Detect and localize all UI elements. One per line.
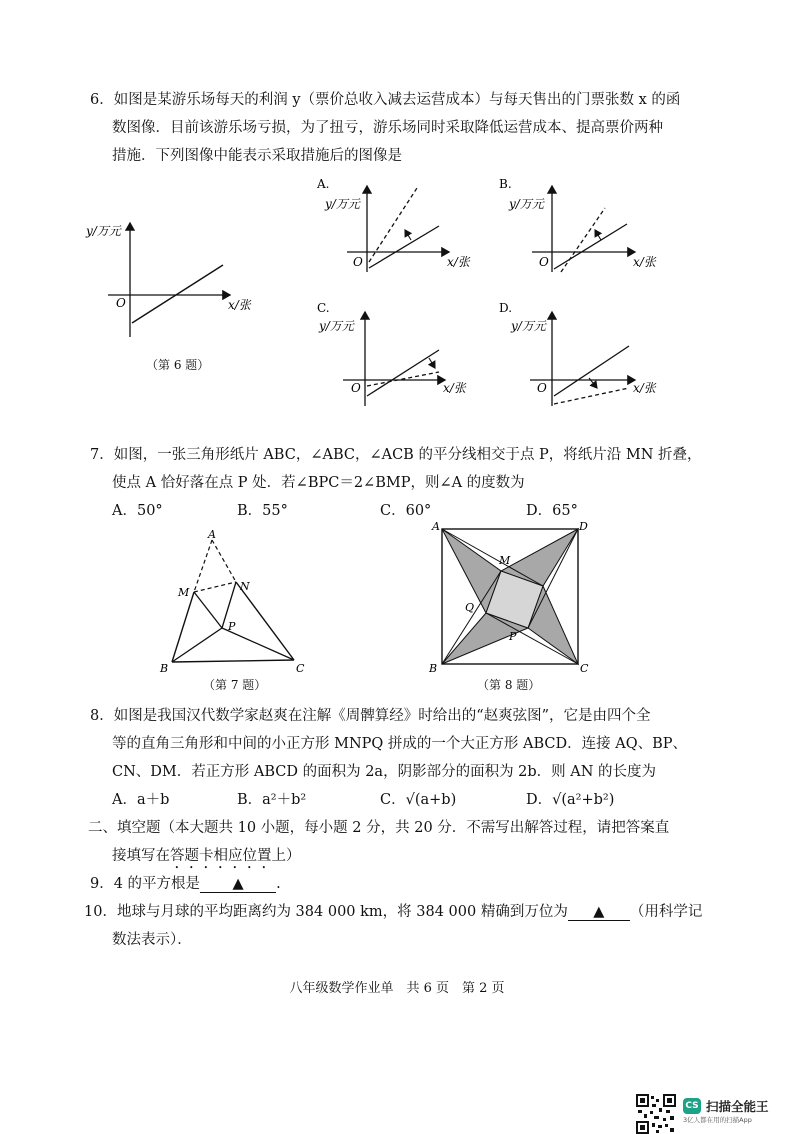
original-line bbox=[369, 226, 439, 268]
x-axis-label: x/张 bbox=[228, 298, 251, 312]
svg-text:B: B bbox=[429, 662, 438, 675]
q8-line-1: 8．如图是我国汉代数学家赵爽在注解《周髀算经》时给出的“赵爽弦图”，它是由四个全 bbox=[90, 708, 651, 724]
section2-heading-line-1: 二、填空题（本大题共 10 小题，每小题 2 分，共 20 分．不需写出解答过程，请把答案直 bbox=[88, 820, 670, 836]
svg-text:M: M bbox=[178, 586, 190, 599]
svg-text:B: B bbox=[160, 662, 169, 675]
svg-text:N: N bbox=[240, 580, 250, 593]
origin-label: O bbox=[116, 296, 126, 310]
q8-option-a: A．a＋b bbox=[112, 792, 170, 808]
option-d-label: D. bbox=[499, 301, 513, 315]
svg-text:M: M bbox=[499, 554, 511, 567]
q7-line-2: 使点 A 恰好落在点 P 处．若∠BPC＝2∠BMP，则∠A 的度数为 bbox=[112, 475, 525, 491]
svg-text:x/张: x/张 bbox=[447, 255, 470, 269]
qr-code-icon bbox=[636, 1094, 676, 1134]
svg-text:O: O bbox=[539, 255, 549, 269]
option-c-label: C. bbox=[317, 301, 330, 315]
q6-main-graph bbox=[80, 215, 270, 345]
q8-option-c: C．√(a+b) bbox=[380, 792, 457, 808]
q7-option-c: C．60° bbox=[380, 503, 432, 519]
svg-text:x/张: x/张 bbox=[633, 255, 656, 269]
svg-text:A: A bbox=[432, 520, 440, 533]
q7-fig-caption: （第 7 题） bbox=[203, 678, 267, 692]
svg-text:P: P bbox=[509, 630, 517, 643]
svg-text:C: C bbox=[296, 662, 305, 675]
q6-line-1: 6．如图是某游乐场每天的利润 y（票价总收入减去运营成本）与每天售出的门票张数 x 的函 bbox=[90, 92, 681, 108]
q10-line-2: 数法表示）． bbox=[112, 932, 192, 948]
scanner-tagline: 3亿人都在用的扫描App bbox=[683, 1116, 752, 1124]
q8-option-d: D．√(a²+b²) bbox=[526, 792, 615, 808]
profit-line bbox=[132, 265, 223, 323]
new-line bbox=[369, 188, 417, 262]
q6-option-b-graph bbox=[497, 176, 662, 276]
q9: 9．4 的平方根是 ▲ . bbox=[90, 876, 281, 892]
svg-text:C: C bbox=[580, 662, 589, 675]
section2-heading-line-2: 接填写在答题卡相应位置上） bbox=[112, 848, 301, 864]
svg-text:x/张: x/张 bbox=[443, 381, 466, 395]
svg-text:D: D bbox=[579, 520, 588, 533]
q7-option-d: D．65° bbox=[526, 503, 578, 519]
svg-text:O: O bbox=[351, 381, 361, 395]
q6-option-c-graph bbox=[315, 300, 475, 410]
svg-text:y/万元: y/万元 bbox=[509, 197, 544, 211]
q7-line-1: 7．如图，一张三角形纸片 ABC，∠ABC，∠ACB 的平分线相交于点 P，将纸片沿 MN 折叠， bbox=[90, 447, 702, 463]
q8-zhaoshuang-figure bbox=[425, 516, 595, 676]
svg-text:Q: Q bbox=[465, 601, 475, 614]
svg-text:x/张: x/张 bbox=[633, 381, 656, 395]
q8-line-2: 等的直角三角形和中间的小正方形 MNPQ 拼成的一个大正方形 ABCD．连接 AQ、BP、 bbox=[112, 736, 687, 752]
q6-option-d-graph bbox=[497, 300, 662, 410]
svg-text:y/万元: y/万元 bbox=[511, 319, 546, 333]
svg-text:y/万元: y/万元 bbox=[325, 197, 360, 211]
option-a-label: A. bbox=[317, 177, 330, 191]
y-axis-label: y/万元 bbox=[86, 224, 121, 238]
svg-text:O: O bbox=[537, 381, 547, 395]
svg-text:A: A bbox=[208, 530, 216, 541]
q9-answer-blank[interactable]: ▲ bbox=[200, 876, 276, 893]
svg-text:P: P bbox=[228, 620, 236, 633]
svg-text:O: O bbox=[353, 255, 363, 269]
q8-fig-caption: （第 8 题） bbox=[477, 678, 541, 692]
q8-option-b: B．a²＋b² bbox=[237, 792, 307, 808]
q6-fig-caption: （第 6 题） bbox=[146, 358, 210, 372]
q10-answer-blank[interactable]: ▲ bbox=[568, 904, 630, 921]
q7-option-a: A．50° bbox=[112, 503, 163, 519]
q6-option-a-graph bbox=[315, 176, 475, 276]
q7-option-b: B．55° bbox=[237, 503, 288, 519]
q8-line-3: CN、DM．若正方形 ABCD 的面积为 2a，阴影部分的面积为 2b．则 AN 的长度为 bbox=[112, 764, 657, 780]
emphasis-text: 答题卡相应位置 bbox=[170, 848, 272, 864]
option-b-label: B. bbox=[499, 177, 512, 191]
scanner-app-name: 扫描全能王 bbox=[706, 1099, 769, 1114]
q7-triangle-figure bbox=[150, 530, 320, 678]
cs-logo: CS bbox=[683, 1098, 701, 1114]
q6-line-3: 措施．下列图像中能表示采取措施后的图像是 bbox=[112, 148, 402, 164]
q6-line-2: 数图像．目前该游乐场亏损，为了扭亏，游乐场同时采取降低运营成本、提高票价两种 bbox=[112, 120, 663, 136]
page-footer: 八年级数学作业单 共 6 页 第 2 页 bbox=[289, 981, 505, 996]
q10-line-1: 10．地球与月球的平均距离约为 384 000 km，将 384 000 精确到万位为 ▲ （用科学记 bbox=[84, 904, 703, 920]
svg-text:y/万元: y/万元 bbox=[319, 319, 354, 333]
